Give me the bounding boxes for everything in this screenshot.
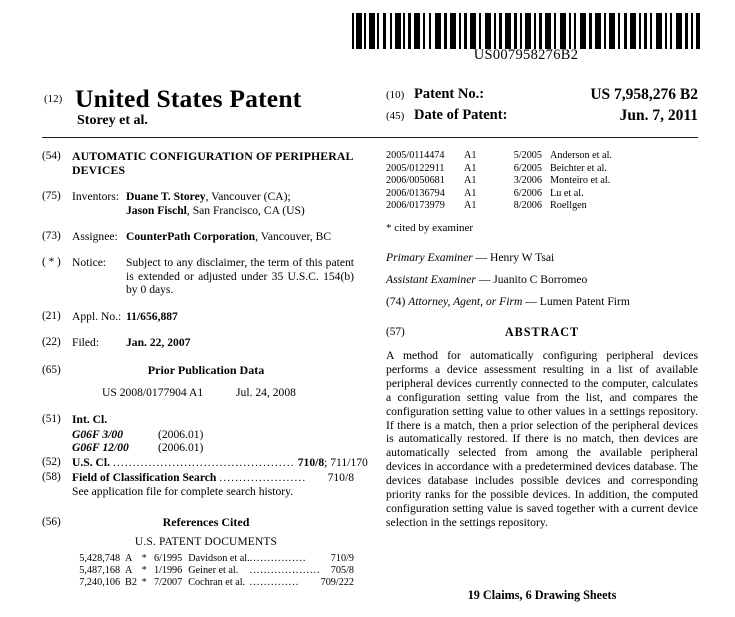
pubref-date: 8/2006 xyxy=(513,200,542,212)
us-patent-documents-subheading: U.S. PATENT DOCUMENTS xyxy=(134,536,278,549)
assistant-examiner-label: Assistant Examiner xyxy=(386,272,476,286)
pubref-kind: A1 xyxy=(464,187,477,199)
pubref-date: 5/2005 xyxy=(513,150,542,161)
field-of-search-row xyxy=(72,471,354,486)
ref-dot-leader: .............. xyxy=(249,576,300,588)
pubref-kind: A1 xyxy=(464,162,477,174)
attorney-dash: — xyxy=(522,294,540,308)
notice-field xyxy=(42,256,354,296)
invention-title-field xyxy=(42,150,354,177)
field-code-51: (51) xyxy=(42,413,61,426)
inventor-1-place: , Vancouver (CA); xyxy=(205,190,291,204)
prior-publication-date: Jul. 24, 2008 xyxy=(236,385,296,399)
pubref-date: 3/2006 xyxy=(513,175,542,187)
attorney-label: Attorney, Agent, or Firm xyxy=(408,294,523,308)
field-of-search-label: Field of Classification Search xyxy=(72,470,217,484)
ref-name: Davidson et al. xyxy=(188,553,250,565)
pubref-name: Monteiro et al. xyxy=(550,175,611,187)
inventor-2-name: Jason Fischl xyxy=(126,203,187,217)
ref-star: * xyxy=(141,553,147,565)
primary-examiner-dash: — xyxy=(472,250,491,264)
int-cl-code-1: G06F 3/00 xyxy=(72,427,123,441)
barcode-number-text: US007958276B2 xyxy=(473,47,579,63)
attorney-name: Lumen Patent Firm xyxy=(539,294,630,308)
assignee-field xyxy=(42,230,354,243)
us-cl-rest: ; 711/170 xyxy=(324,456,368,470)
appl-no-label: Appl. No.: xyxy=(72,309,122,323)
patent-number-value: US 7,958,276 B2 xyxy=(590,86,698,103)
us-patent-documents-table xyxy=(72,553,354,588)
patent-date-label: Date of Patent: xyxy=(414,107,508,123)
pubref-date: 6/2006 xyxy=(513,187,542,199)
field-code-10: (10) xyxy=(386,89,405,101)
field-code-22: (22) xyxy=(42,336,61,349)
pubref-number: 2005/0114474 xyxy=(386,150,445,161)
inventors-value xyxy=(126,190,354,217)
table-row xyxy=(72,553,354,565)
notice-label: Notice: xyxy=(72,256,107,270)
patent-date-row xyxy=(386,107,698,128)
assignee-label: Assignee: xyxy=(72,230,118,243)
ref-classification: 709/222 xyxy=(320,576,354,588)
int-cl-entries xyxy=(72,428,354,454)
ref-kind: B2 xyxy=(125,576,137,588)
inventors-field xyxy=(42,190,354,217)
prior-publication-line xyxy=(102,386,354,399)
ref-star: * xyxy=(141,565,147,577)
int-cl-field xyxy=(42,413,354,454)
field-code-65: (65) xyxy=(42,364,61,377)
assistant-examiner-name: Juanito C Borromeo xyxy=(493,272,588,286)
barcode-bars-graphic xyxy=(352,13,700,49)
prior-publication-body xyxy=(72,364,354,399)
patent-identity-block xyxy=(386,86,698,128)
field-code-73: (73) xyxy=(42,230,61,242)
ref-date: 7/2007 xyxy=(153,576,183,588)
field-of-search-body xyxy=(72,471,354,499)
applicant-name: Storey et al. xyxy=(77,113,148,128)
ref-classification: 710/9 xyxy=(330,553,354,565)
us-cl-dot-leader: .............................................. xyxy=(113,457,295,470)
filed-field xyxy=(42,336,354,349)
int-cl-body xyxy=(72,413,354,454)
kind-code-12: (12) xyxy=(44,93,63,105)
inventors-label: Inventors: xyxy=(72,190,120,204)
field-code-74: (74) xyxy=(386,294,406,308)
publication-references-table xyxy=(386,150,698,213)
pubref-name: Roellgen xyxy=(550,200,587,212)
pubref-number: 2006/0173979 xyxy=(386,200,445,212)
ref-number: 5,428,748 xyxy=(79,553,121,565)
filed-label: Filed: xyxy=(72,336,100,350)
table-row xyxy=(386,150,698,163)
ref-number: 7,240,106 xyxy=(79,576,121,588)
pubref-kind: A1 xyxy=(464,200,477,212)
field-code-21: (21) xyxy=(42,309,61,322)
notice-text: Subject to any disclaimer, the term of this patent is extended or adjusted under 35 U.S.C. 154(b) by 0 days. xyxy=(126,256,354,297)
primary-examiner-label: Primary Examiner xyxy=(386,250,473,264)
references-cited-heading: References Cited xyxy=(162,514,250,529)
invention-title: AUTOMATIC CONFIGURATION OF PERIPHERAL DEVICES xyxy=(72,149,353,177)
pubref-number: 2006/0050681 xyxy=(386,175,445,187)
appl-no-field xyxy=(42,310,354,323)
pubref-number: 2005/0122911 xyxy=(386,162,445,174)
ref-star: * xyxy=(141,576,147,588)
table-row xyxy=(386,163,698,176)
field-code-star: ( * ) xyxy=(42,256,61,269)
filed-value: Jan. 22, 2007 xyxy=(126,336,191,350)
assistant-examiner-line xyxy=(386,273,698,287)
table-row xyxy=(386,175,698,188)
ref-date: 6/1995 xyxy=(153,553,183,565)
right-column xyxy=(386,150,698,530)
field-of-search-field xyxy=(42,471,354,499)
int-cl-label: Int. Cl. xyxy=(72,413,108,427)
inventor-1-name: Duane T. Storey xyxy=(126,190,206,204)
assignee-place: , Vancouver, BC xyxy=(255,230,332,243)
pubref-date: 6/2005 xyxy=(513,162,542,174)
primary-examiner-line xyxy=(386,251,698,265)
inventor-2 xyxy=(126,204,354,217)
patent-date-value: Jun. 7, 2011 xyxy=(619,107,698,124)
inventor-1 xyxy=(126,190,354,203)
references-cited-field xyxy=(42,516,354,589)
field-code-52: (52) xyxy=(42,456,61,469)
pubref-name: Beichter et al. xyxy=(550,162,607,174)
ref-classification: 705/8 xyxy=(330,565,354,577)
abstract-heading-row xyxy=(386,325,698,340)
field-code-57: (57) xyxy=(386,325,405,338)
us-cl-field xyxy=(42,456,368,471)
table-row xyxy=(386,188,698,201)
attorney-line xyxy=(386,295,698,309)
int-cl-version-1: (2006.01) xyxy=(158,427,204,441)
field-code-75: (75) xyxy=(42,190,61,203)
cited-by-examiner-note: * cited by examiner xyxy=(386,221,474,234)
references-body xyxy=(72,516,354,589)
ref-dot-leader: .................... xyxy=(249,565,321,577)
abstract-heading: ABSTRACT xyxy=(504,324,580,339)
int-cl-entry xyxy=(72,441,354,454)
left-column xyxy=(42,149,368,588)
inventor-2-place: , San Francisco, CA (US) xyxy=(186,203,305,217)
ref-date: 1/1996 xyxy=(153,565,183,577)
prior-publication-heading: Prior Publication Data xyxy=(147,363,265,378)
us-cl-row xyxy=(72,456,368,471)
pubref-name: Lu et al. xyxy=(550,187,584,199)
pubref-name: Anderson et al. xyxy=(550,150,612,161)
table-row xyxy=(72,577,354,589)
patent-number-row xyxy=(386,86,698,107)
patent-header xyxy=(42,84,698,132)
ref-name: Geiner et al. xyxy=(188,565,239,577)
field-code-58: (58) xyxy=(42,470,61,483)
barcode xyxy=(352,13,700,49)
table-row xyxy=(72,565,354,577)
int-cl-code-2: G06F 12/00 xyxy=(72,440,129,454)
field-of-search-value: 710/8 xyxy=(327,470,354,484)
pubref-kind: A1 xyxy=(464,150,477,161)
int-cl-entry xyxy=(72,428,354,441)
field-code-45: (45) xyxy=(386,110,405,122)
us-cl-primary: 710/8 xyxy=(297,456,325,470)
ref-number: 5,487,168 xyxy=(79,565,121,577)
pubref-number: 2006/0136794 xyxy=(386,187,445,199)
primary-examiner-name: Henry W Tsai xyxy=(490,250,555,264)
assignee-name: CounterPath Corporation xyxy=(126,230,256,243)
prior-publication-field xyxy=(42,364,354,399)
us-cl-label: U.S. Cl. xyxy=(72,456,111,470)
table-row xyxy=(386,200,698,213)
field-code-54: (54) xyxy=(42,150,61,162)
int-cl-version-2: (2006.01) xyxy=(158,440,204,454)
us-cl-value xyxy=(298,456,368,470)
field-of-search-dot-leader: ...................... xyxy=(219,471,307,484)
assignee-value xyxy=(126,230,354,243)
ref-kind: A xyxy=(125,565,133,577)
ref-name: Cochran et al. xyxy=(188,576,246,588)
page-title: United States Patent xyxy=(75,84,302,113)
us-cl-body xyxy=(72,456,368,471)
field-of-search-note: See application file for complete search history. xyxy=(72,485,294,499)
field-code-56: (56) xyxy=(42,515,61,528)
claims-and-sheets-line: 19 Claims, 6 Drawing Sheets xyxy=(467,588,617,602)
abstract-text: A method for automatically configuring peripheral devices performs a device assessment resulting in a list of available peripheral devices currently connected to the computer, calculates a configuration setting value from the list, and compares the configuration setting value to other values in a settings repository. If there is a match, then a prior selection of the peripheral devices is automatically restored. If there is no match, then devices are automatically selected from among the available peripheral devices in accordance with a predetermined devices database. The devices database includes possible devices and corresponding priority ranks for the possible devices. In addition, the computed configuration setting value is saved together with a current device selection in the settings repository. xyxy=(386,348,698,529)
patent-number-label: Patent No.: xyxy=(414,86,485,102)
assistant-examiner-dash: — xyxy=(475,272,494,286)
appl-no-value: 11/656,887 xyxy=(126,309,178,323)
ref-kind: A xyxy=(125,553,133,565)
pubref-kind: A1 xyxy=(464,175,477,187)
header-divider xyxy=(42,137,698,138)
ref-dot-leader: ................ xyxy=(249,553,307,565)
prior-publication-number: US 2008/0177904 A1 xyxy=(102,385,204,399)
